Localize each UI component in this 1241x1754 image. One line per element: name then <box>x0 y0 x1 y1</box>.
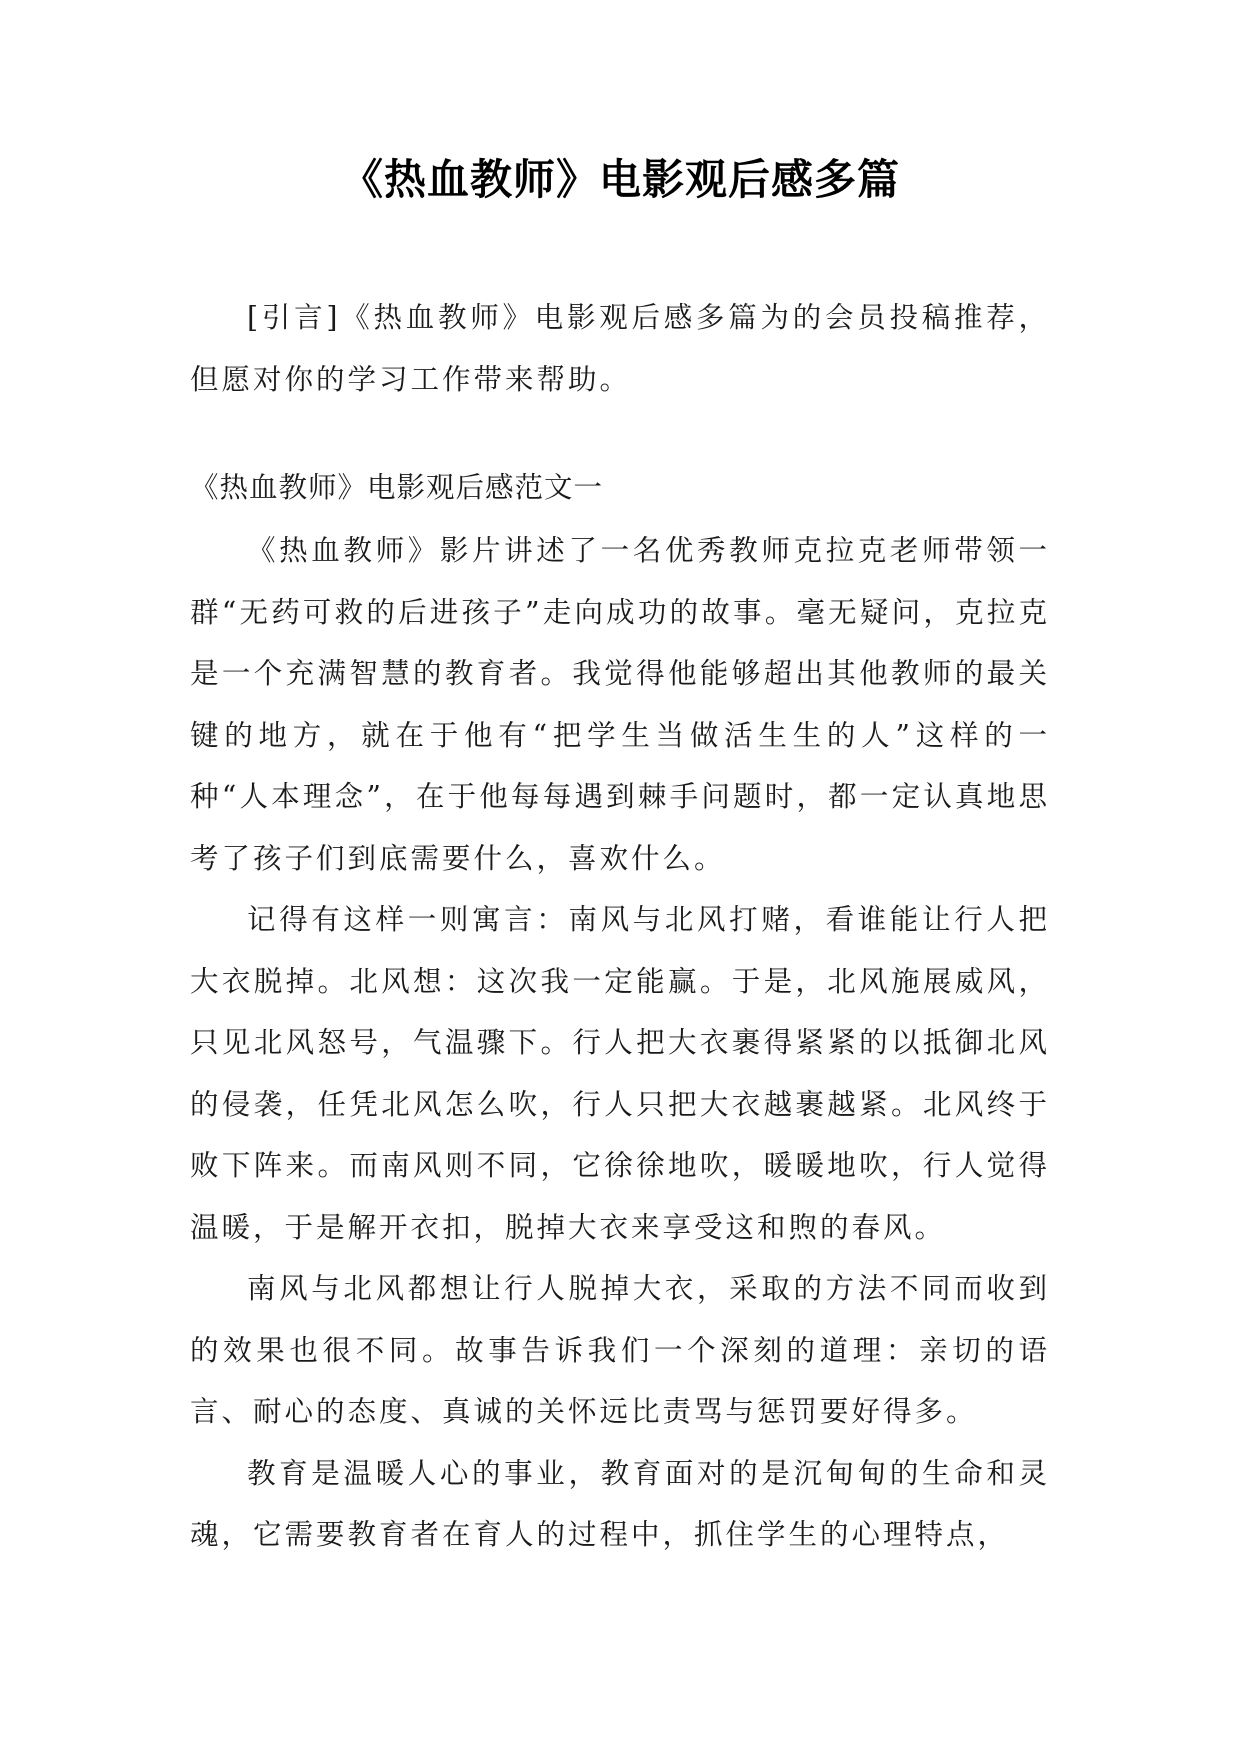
document-title: 《热血教师》电影观后感多篇 <box>340 155 900 204</box>
body-paragraph-3: 南风与北风都想让行人脱掉大衣，采取的方法不同而收到的效果也很不同。故事告诉我们一个深刻的道理：亲切的语言、耐心的态度、真诚的关怀远比责骂与惩罚要好得多。 <box>190 1272 1050 1428</box>
section-heading: 《热血教师》电影观后感范文一 <box>190 471 604 504</box>
intro-block <box>190 287 1050 410</box>
article-body <box>190 520 1050 1566</box>
body-paragraph-1: 《热血教师》影片讲述了一名优秀教师克拉克老师带领一群“无药可救的后进孩子”走向成功的故事。毫无疑问，克拉克是一个充满智慧的教育者。我觉得他能够超出其他教师的最关键的地方，就在于他有“把学生当做活生生的人”这样的一种“人本理念”，在于他每每遇到棘手问题时，都一定认真地思考了孩子们到底需要什么，喜欢什么。 <box>190 534 1050 875</box>
body-paragraph-2: 记得有这样一则寓言：南风与北风打赌，看谁能让行人把大衣脱掉。北风想：这次我一定能赢。于是，北风施展威风，只见北风怒号，气温骤下。行人把大衣裹得紧紧的以抵御北风的侵袭，任凭北风怎么吹，行人只把大衣越裹越紧。北风终于败下阵来。而南风则不同，它徐徐地吹，暖暖地吹，行人觉得温暖，于是解开衣扣，脱掉大衣来享受这和煦的春风。 <box>190 903 1050 1244</box>
intro-paragraph: [引言]《热血教师》电影观后感多篇为的会员投稿推荐，但愿对你的学习工作带来帮助。 <box>190 301 1050 396</box>
body-paragraph-4: 教育是温暖人心的事业，教育面对的是沉甸甸的生命和灵魂，它需要教育者在育人的过程中，抓住学生的心理特点， <box>190 1456 1050 1551</box>
